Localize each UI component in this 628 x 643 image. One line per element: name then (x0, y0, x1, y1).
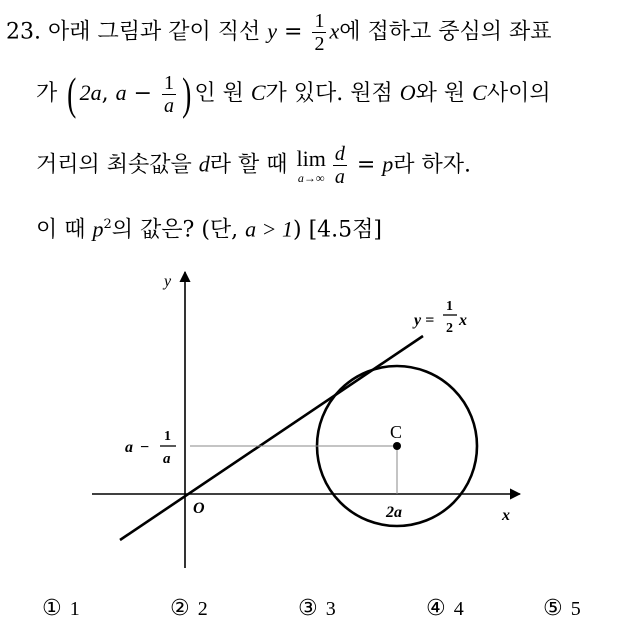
line-label-den: 2 (446, 321, 453, 336)
line2-fraction (162, 72, 176, 117)
choice-3[interactable] (298, 596, 336, 621)
line3-var-d: d (198, 151, 210, 177)
choice-2[interactable] (170, 596, 208, 621)
line2-comma: , (101, 81, 116, 106)
x-axis-label: x (502, 507, 510, 524)
line2-text-c: 가 있다. 원점 (265, 81, 400, 106)
line4-var-p: p (92, 216, 104, 242)
y-tick-num: 1 (164, 429, 171, 444)
line1-eq-lhs: y (267, 18, 278, 44)
line1-fraction (312, 10, 326, 55)
line3-frac-num: d (334, 143, 345, 165)
choice-4[interactable] (426, 596, 464, 621)
line4-exponent: 2 (103, 217, 112, 232)
question-line-2 (36, 68, 551, 119)
line2-text-a: 가 (36, 81, 65, 106)
line2-text-d: 와 원 (415, 81, 473, 106)
line2-coord-y-var: a (115, 80, 127, 105)
line3-text-a: 거리의 최솟값을 (36, 152, 199, 178)
center-label: C (390, 422, 403, 442)
geometry-figure (80, 262, 530, 572)
line2-minus: − (126, 81, 159, 106)
line1-frac-num: 1 (314, 10, 325, 32)
line4-condition: a > 1 (245, 216, 293, 242)
line2-text-e: 사이의 (486, 81, 551, 106)
line-label-var: x (459, 312, 467, 329)
line4-text-c: ) [4.5점] (293, 217, 382, 243)
choice-5[interactable] (543, 596, 581, 621)
lim-word: lim (296, 145, 326, 171)
close-paren: ) (182, 68, 192, 119)
line1-text-b: 에 접하고 중심의 좌표 (339, 19, 552, 45)
line2-text-b: 인 원 (194, 81, 251, 106)
line4-text-b: 의 값은? (단, (111, 217, 246, 243)
y-tick-var: a (125, 439, 133, 456)
choice-3-mark: ③ (298, 596, 318, 621)
choice-2-mark: ② (170, 596, 190, 621)
choice-5-mark: ⑤ (543, 596, 563, 621)
choice-5-value: 5 (570, 598, 581, 620)
line2-circle-name: C (250, 80, 266, 105)
line1-text-a: 아래 그림과 같이 직선 (41, 19, 268, 45)
choice-1-value: 1 (69, 598, 80, 620)
line1-eq-var: x (329, 18, 340, 44)
line1-eq-sign: = (277, 19, 310, 45)
question-line-4 (36, 218, 382, 241)
line2-origin: O (399, 80, 416, 105)
choice-4-mark: ④ (426, 596, 446, 621)
line4-text-a: 이 때 (36, 217, 93, 243)
line2-coord-x: 2a (79, 80, 102, 105)
choice-1-mark: ① (42, 596, 62, 621)
origin-label: O (193, 500, 205, 517)
line3-var-p: p (382, 151, 394, 177)
limit-expression (297, 147, 326, 185)
open-paren: ( (67, 68, 77, 119)
x-tick-label: 2a (386, 504, 402, 521)
y-tick-den: a (163, 451, 171, 467)
question-line-1 (6, 10, 551, 55)
question-line-3 (36, 143, 471, 188)
choice-2-value: 2 (197, 598, 208, 620)
y-axis-label: y (164, 273, 172, 290)
question-number: 23. (6, 19, 41, 45)
y-tick-minus: − (140, 439, 150, 456)
line1-frac-den: 2 (314, 33, 325, 55)
choice-3-value: 3 (325, 598, 336, 620)
center-point (393, 442, 401, 450)
choice-4-value: 4 (453, 598, 464, 620)
line2-circle-name-2: C (472, 80, 487, 105)
line2-frac-den: a (164, 94, 174, 117)
line3-frac-den: a (334, 166, 345, 188)
lim-subscript: a→∞ (297, 170, 325, 185)
line2-frac-num: 1 (164, 71, 174, 94)
line3-fraction (333, 143, 347, 188)
line3-eq-sign: = (349, 152, 383, 178)
line-label-lhs: y = (414, 312, 435, 329)
line3-text-c: 라 하자. (393, 152, 472, 178)
choice-1[interactable] (42, 596, 80, 621)
line3-text-b: 라 할 때 (209, 152, 295, 178)
line-label-num: 1 (446, 299, 453, 314)
